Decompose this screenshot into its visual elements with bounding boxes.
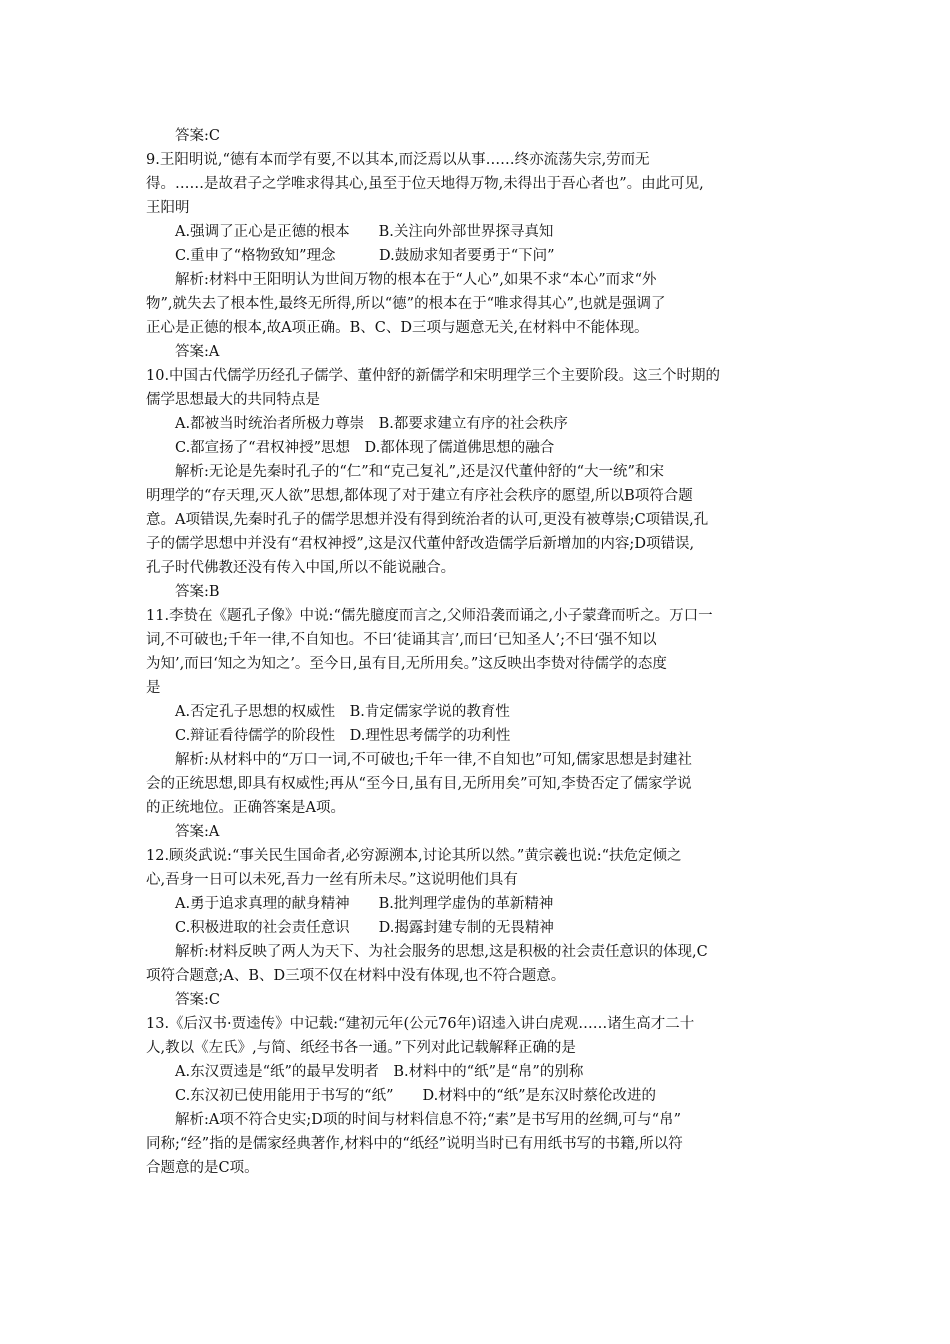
text-line: C.都宣扬了“君权神授”思想 D.都体现了儒道佛思想的融合 [175,440,555,456]
text-line: 10.中国古代儒学历经孔子儒学、董仲舒的新儒学和宋明理学三个主要阶段。这三个时期的 [146,368,721,384]
text-line: 儒学思想最大的共同特点是 [146,392,320,408]
text-line: 心,吾身一日可以未死,吾力一丝有所未尽。”这说明他们具有 [146,872,518,888]
text-line: 孔子时代佛教还没有传入中国,所以不能说融合。 [146,560,456,576]
text-line: 王阳明 [146,200,190,216]
text-line: 物”,就失去了根本性,最终无所得,所以“德”的根本在于“唯求得其心”,也就是强调了 [146,296,666,312]
text-line: 答案:A [175,344,220,360]
text-line: 答案:B [175,584,220,600]
document-body [146,124,808,1180]
text-line: 为知’,而曰‘知之为知之’。至今日,虽有目,无所用矣。”这反映出李贽对待儒学的态度 [146,656,667,672]
text-line: 12.顾炎武说:“事关民生国命者,必穷源溯本,讨论其所以然。”黄宗羲也说:“扶危定倾之 [146,848,682,864]
text-line: A.都被当时统治者所极力尊崇 B.都要求建立有序的社会秩序 [175,416,568,432]
text-line: 解析:无论是先秦时孔子的“仁”和“克己复礼”,还是汉代董仲舒的“大一统”和宋 [175,464,664,480]
text-line: C.辩证看待儒学的阶段性 D.理性思考儒学的功利性 [175,728,511,744]
text-line: 是 [146,680,161,696]
text-line: 解析:从材料中的“万口一词,不可破也;千年一律,不自知也”可知,儒家思想是封建社 [175,752,692,768]
text-line: 答案:C [175,992,220,1008]
text-line: 解析:材料中王阳明认为世间万物的根本在于“人心”,如果不求“本心”而求“外 [175,272,657,288]
text-line: 会的正统思想,即具有权威性;再从“至今日,虽有目,无所用矣”可知,李贽否定了儒家学说 [146,776,692,792]
text-line: 9.王阳明说,“德有本而学有要,不以其本,而泛焉以从事……终亦流荡失宗,劳而无 [146,152,650,168]
text-line: 的正统地位。正确答案是A项。 [146,800,345,816]
text-line: 得。……是故君子之学唯求得其心,虽至于位天地得万物,未得出于吾心者也”。由此可见, [146,176,704,192]
text-line: C.积极进取的社会责任意识 D.揭露封建专制的无畏精神 [175,920,554,936]
text-line: 子的儒学思想中并没有“君权神授”,这是汉代董仲舒改造儒学后新增加的内容;D项错误, [146,536,695,552]
text-line: 正心是正德的根本,故A项正确。B、C、D三项与题意无关,在材料中不能体现。 [146,320,649,336]
text-line: 13.《后汉书·贾逵传》中记载:“建初元年(公元76年)诏逵入讲白虎观……诸生高才二十 [146,1016,695,1032]
text-line: 合题意的是C项。 [146,1160,259,1176]
text-line: A.勇于追求真理的献身精神 B.批判理学虚伪的革新精神 [175,896,554,912]
text-line: 答案:A [175,824,220,840]
text-line: 意。A项错误,先秦时孔子的儒学思想并没有得到统治者的认可,更没有被尊崇;C项错误,孔 [146,512,709,528]
text-line: A.否定孔子思想的权威性 B.肯定儒家学说的教育性 [175,704,510,720]
text-line: 词,不可破也;千年一律,不自知也。不曰‘徒诵其言’,而曰‘已知圣人’;不曰‘强不知以 [146,632,657,648]
text-line: A.强调了正心是正德的根本 B.关注向外部世界探寻真知 [175,224,554,240]
text-line: 解析:材料反映了两人为天下、为社会服务的思想,这是积极的社会责任意识的体现,C [175,944,708,960]
text-line: 答案:C [175,128,220,144]
text-line: 11.李贽在《题孔子像》中说:“儒先臆度而言之,父师沿袭而诵之,小子蒙聋而听之。万口一 [146,608,713,624]
text-line: 解析:A项不符合史实;D项的时间与材料信息不符;“素”是书写用的丝绸,可与“帛” [175,1112,682,1128]
text-line: 同称;“经”指的是儒家经典著作,材料中的“纸经”说明当时已有用纸书写的书籍,所以符 [146,1136,683,1152]
text-line: C.东汉初已使用能用于书写的“纸” D.材料中的“纸”是东汉时蔡伦改进的 [175,1088,657,1104]
text-line: C.重申了“格物致知”理念 D.鼓励求知者要勇于“下问” [175,248,555,264]
text-line: A.东汉贾逵是“纸”的最早发明者 B.材料中的“纸”是“帛”的别称 [175,1064,584,1080]
text-line: 明理学的“存天理,灭人欲”思想,都体现了对于建立有序社会秩序的愿望,所以B项符合题 [146,488,693,504]
text-line: 人,教以《左氏》,与简、纸经书各一通。”下列对此记载解释正确的是 [146,1040,576,1056]
text-line: 项符合题意;A、B、D三项不仅在材料中没有体现,也不符合题意。 [146,968,566,984]
